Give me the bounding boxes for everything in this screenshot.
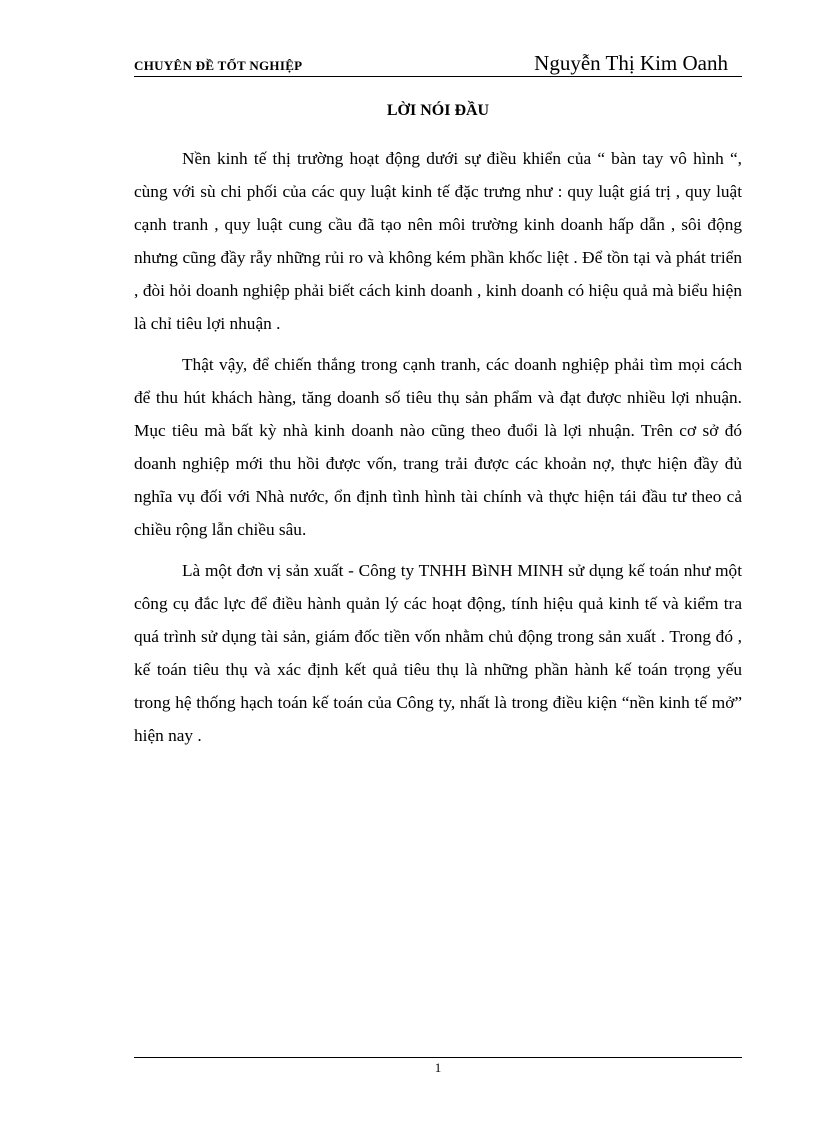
page-title: LỜI NÓI ĐẦU xyxy=(386,102,490,119)
paragraph: Nền kinh tế thị trường hoạt động dưới sự điều khiển của “ bàn tay vô hình “, cùng với sù chi phối của các quy luật kinh tế đặc trưng như : quy luật giá trị , quy luật cạnh tranh , quy luật cung cầu đã tạo nên môi trường kinh doanh hấp dẫn , sôi động nhưng cũng đầy rẫy những rủi ro và không kém phần khốc liệt . Để tồn tại và phát triển , đòi hỏi doanh nghiệp phải biết cách kinh doanh , kinh doanh có hiệu quả mà biểu hiện là chỉ tiêu lợi nhuận . xyxy=(134,149,742,333)
header-author-name: Nguyễn Thị Kim Oanh xyxy=(534,51,728,75)
header-document-type: CHUYÊN ĐỀ TỐT NGHIỆP xyxy=(134,58,303,73)
page-header xyxy=(134,48,742,78)
body-text xyxy=(134,142,742,760)
paragraph: Là một đơn vị sản xuất - Công ty TNHH BìNH MINH sử dụng kế toán như một công cụ đắc lực để điều hành quản lý các hoạt động, tính hiệu quả kinh tế và kiểm tra quá trình sử dụng tài sản, giám đốc tiền vốn nhằm chủ động trong sản xuất . Trong đó , kế toán tiêu thụ và xác định kết quả tiêu thụ là những phần hành kế toán trọng yếu trong hệ thống hạch toán kế toán của Công ty, nhất là trong điều kiện “nền kinh tế mở” hiện nay . xyxy=(134,561,742,745)
footer-divider xyxy=(134,1057,742,1058)
paragraph: Thật vậy, để chiến thắng trong cạnh tranh, các doanh nghiệp phải tìm mọi cách để thu hút khách hàng, tăng doanh số tiêu thụ sản phẩm và đạt được nhiều lợi nhuận. Mục tiêu mà bất kỳ nhà kinh doanh nào cũng theo đuổi là lợi nhuận. Trên cơ sở đó doanh nghiệp mới thu hồi được vốn, trang trải được các khoản nợ, thực hiện đầy đủ nghĩa vụ đối với Nhà nước, ổn định tình hình tài chính và thực hiện tái đầu tư theo cả chiều rộng lẫn chiều sâu. xyxy=(134,355,742,539)
header-divider xyxy=(134,76,742,77)
page-number: 1 xyxy=(434,1060,442,1075)
